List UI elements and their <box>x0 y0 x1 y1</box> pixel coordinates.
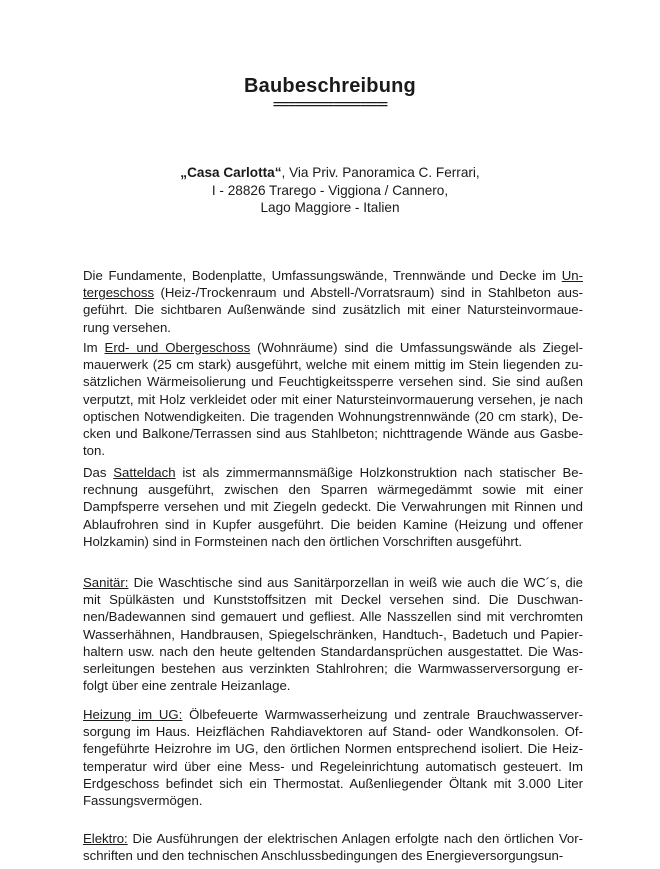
line-text: mit Spülkästen und Kunststoffsitzen mit Deckel versehen sind. Die Duschwan- <box>83 592 583 608</box>
line-text: temperatur wird über eine Mess- und Regeleinrichtung automatisch gesteuert. Im <box>83 758 583 774</box>
text-line <box>83 626 583 643</box>
line-text: sorgung im Haus. Heizflächen Rahdiavektoren auf Stand- oder Wandkonsolen. Of- <box>83 724 583 740</box>
underlined-heading: Sanitär: <box>83 575 129 590</box>
text-line <box>83 608 583 625</box>
text-line <box>83 464 583 481</box>
underlined-heading: Elektro: <box>83 831 128 846</box>
text-line <box>83 533 583 550</box>
document-title: Baubeschreibung <box>244 75 416 97</box>
paragraph-erd-obergeschoss <box>83 339 583 459</box>
line-text: geführt. Die sichtbaren Außenwände sind zusätzlich mit einer Natursteinvormaue- <box>83 302 583 318</box>
underlined-heading: tergeschoss <box>83 285 155 301</box>
line-text: nen/Badewannen sind gemauert und gefliest. Alle Nasszellen sind mit verchromten <box>83 609 583 625</box>
line-text: Die Fundamente, Bodenplatte, Umfassungswände, Trennwände und Decke im <box>83 268 562 283</box>
text-line <box>83 677 583 694</box>
text-line <box>83 425 583 442</box>
paragraph-elektro <box>83 830 583 864</box>
line-text: haltern usw. nach den heute geltenden Standardansprüchen ausgestattet. Die Was- <box>83 643 583 659</box>
underlined-heading: Heizung im UG: <box>83 707 183 722</box>
text-line <box>83 574 583 591</box>
line-text: optischen Notwendigkeiten. Die tragenden Wohnungstrennwände (20 cm stark), De- <box>83 408 583 424</box>
text-line <box>83 391 583 408</box>
title-underline-rule: ===================== <box>273 99 387 111</box>
line-text: fengeführte Heizrohre im UG, den örtlichen Normen entsprechend isoliert. Die Heiz- <box>83 741 583 757</box>
text-line <box>83 660 583 677</box>
line-text: ton. <box>83 443 105 459</box>
line-text: folgt über eine zentrale Heizanlage. <box>83 678 291 694</box>
text-line <box>83 356 583 373</box>
line-text: Das <box>83 465 114 480</box>
text-line <box>83 758 583 775</box>
line-text: Ablaufrohren sind in Kupfer ausgeführt. Die beiden Kamine (Heizung und offener <box>83 516 583 532</box>
line-text: rung versehen. <box>83 319 171 335</box>
line-text: schriften und den technischen Anschlussbedingungen des Energieversorgungsun- <box>83 848 564 864</box>
line-text: Die Ausführungen der elektrischen Anlagen erfolgte nach den örtlichen Vor- <box>127 831 583 846</box>
line-text: serleitungen bestehen aus verzinkten Stahlrohren; die Warmwasserversorgung er- <box>83 660 583 676</box>
line-text: ist als zimmermannsmäßige Holzkonstruktion nach statischer Be- <box>175 465 583 480</box>
line-text: sätzlichen Wärmeisolierung und Feuchtigkeitssperre versehen sind. Sie sind außen <box>83 374 583 390</box>
text-line <box>83 723 583 740</box>
line-text: rechnung ausgeführt, zwischen den Sparren wärmegedämmt sowie mit einer <box>83 482 583 498</box>
line-text: Ölbefeuerte Warmwasserheizung und zentrale Brauchwasserver- <box>182 707 583 722</box>
text-line <box>83 740 583 757</box>
paragraph-sanitaer <box>83 574 583 694</box>
underlined-heading: Satteldach <box>113 465 176 480</box>
text-line <box>83 339 583 356</box>
text-line <box>83 301 583 318</box>
line-text: Holzkamin) sind in Formsteinen nach den örtlichen Vorschriften ausgeführt. <box>83 533 523 549</box>
address-line-2: I - 28826 Trarego - Viggiona / Cannero, <box>211 182 449 198</box>
address-street: , Via Priv. Panoramica C. Ferrari, <box>281 165 480 180</box>
line-text: verputzt, mit Holz verkleidet oder mit einer Natursteinvormauerung versehen, je nach <box>83 391 583 407</box>
address-line-1 <box>0 164 660 182</box>
line-text: Fassungsvermögen. <box>83 792 203 808</box>
text-line <box>83 373 583 390</box>
text-line <box>83 516 583 533</box>
underlined-heading: Un- <box>561 268 583 283</box>
text-line <box>83 481 583 498</box>
text-line <box>83 408 583 425</box>
text-line <box>83 775 583 792</box>
text-line <box>83 706 583 723</box>
text-line <box>83 284 583 301</box>
line-text: mauerwerk (25 cm stark) ausgeführt, welche mit einem mittig im Stein liegenden zu- <box>83 357 583 373</box>
line-text: Die Waschtische sind aus Sanitärporzellan in weiß wie auch die WC´s, die <box>128 575 583 590</box>
line-text: (Wohnräume) sind die Umfassungswände als Ziegel- <box>250 340 583 355</box>
line-text: Im <box>83 340 105 355</box>
text-line <box>83 267 583 284</box>
text-line <box>83 319 583 336</box>
underlined-heading: Erd- und Obergeschoss <box>104 340 251 355</box>
text-line <box>83 498 583 515</box>
paragraph-untergeschoss <box>83 267 583 336</box>
line-text: cken und Balkone/Terrassen sind aus Stahlbeton; nichttragende Wände aus Gasbe- <box>83 425 583 441</box>
property-address <box>0 164 660 217</box>
text-line <box>83 643 583 660</box>
text-line <box>83 442 583 459</box>
text-line <box>83 847 583 864</box>
text-line <box>83 830 583 847</box>
line-text: Dampfsperre versehen und mit Ziegeln gedeckt. Die Verwahrungen mit Rinnen und <box>83 499 583 515</box>
text-line <box>83 591 583 608</box>
text-line <box>83 792 583 809</box>
line-text: (Heiz-/Trockenraum und Abstell-/Vorratsraum) sind in Stahlbeton aus- <box>154 285 583 301</box>
line-text: Erdgeschoss befindet sich ein Thermostat. Außenliegender Öltank mit 3.000 Liter <box>83 775 583 791</box>
line-text: Wasserhähnen, Handbrausen, Spiegelschränken, Handtuch-, Badetuch und Papier- <box>83 626 583 642</box>
address-line-3: Lago Maggiore - Italien <box>260 200 400 215</box>
property-name: „Casa Carlotta“ <box>180 165 282 180</box>
paragraph-satteldach <box>83 464 583 550</box>
paragraph-heizung <box>83 706 583 809</box>
